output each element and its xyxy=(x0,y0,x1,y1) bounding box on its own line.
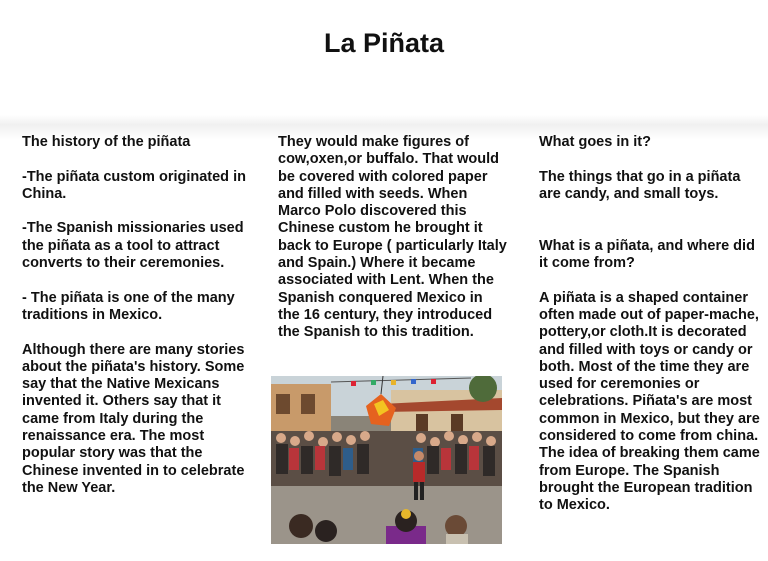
history-paragraph-4: Although there are many stories about the piñata's history. Some say that the Native Mexicans invented it. Others say that it came from Italy during the renaissance era. The most popular story was that the Chinese invented in to celebrate the New Year. xyxy=(22,341,245,496)
origin-column xyxy=(278,134,508,359)
history-column xyxy=(22,134,257,515)
question-2: What is a piñata, and where did it come from? xyxy=(539,237,755,272)
answer-1: The things that go in a piñata are candy, and small toys. xyxy=(539,168,741,202)
history-paragraph-2: -The Spanish missionaries used the piñata as a tool to attract converts to their ceremonies. xyxy=(22,220,244,272)
faq-column xyxy=(539,134,764,532)
slide-title: La Piñata xyxy=(323,28,445,58)
history-paragraph-1: -The piñata custom originated in China. xyxy=(22,168,246,202)
origin-paragraph: They would make figures of cow,oxen,or buffalo. That would be covered with colored paper and filled with seeds. When Marco Polo discovered this Chinese custom he brought it back to Europe ( particularly Italy and Spain.) Where it became associated with Lent. When the Spanish conquered Mexico in the 16 century, they introduced the Spanish to this tradition. xyxy=(278,134,507,341)
pinata-celebration-photo xyxy=(271,376,502,544)
answer-2: A piñata is a shaped container often made out of paper-mache, pottery,or cloth.It is decorated and filled with toys or candy or both. Most of the time they are used for ceremonies or celebrations. Piñata's are most common in Mexico, but they are considered to come from china. The idea of breaking them came from Europe. The Spanish brought the European tradition to Mexico. xyxy=(539,289,760,514)
question-1: What goes in it? xyxy=(539,134,651,150)
history-heading: The history of the piñata xyxy=(22,134,191,150)
history-paragraph-3: - The piñata is one of the many traditions in Mexico. xyxy=(22,289,235,323)
